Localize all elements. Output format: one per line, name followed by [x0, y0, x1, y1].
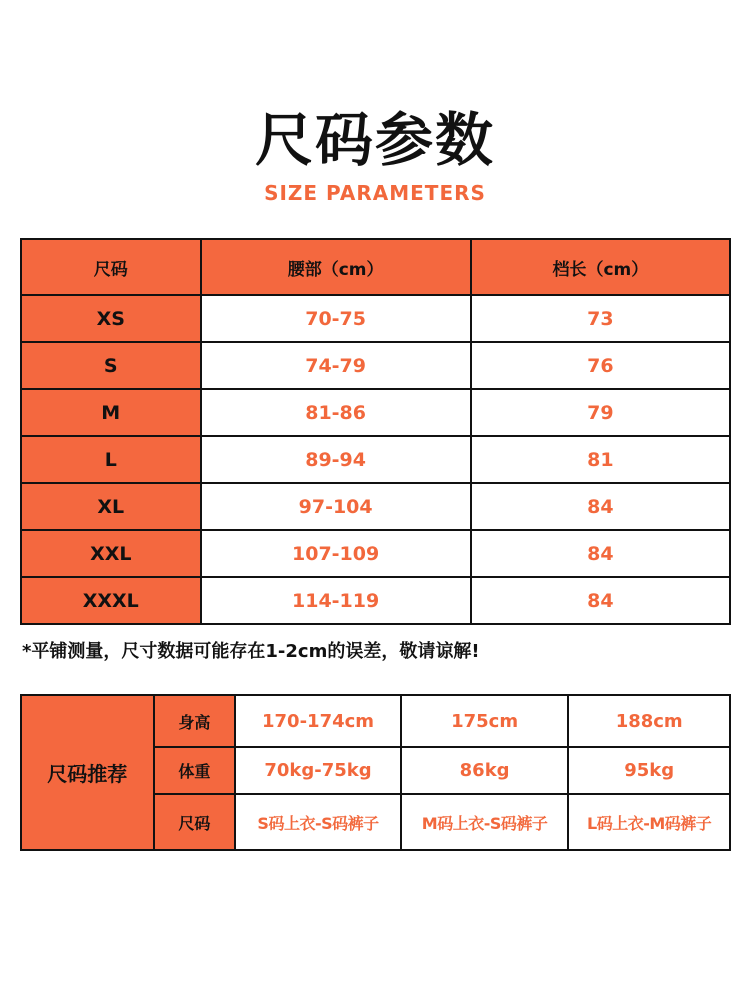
size-recommendation-cell: S码上衣-S码裤子 — [235, 794, 401, 850]
rise-cell: 79 — [471, 389, 730, 436]
waist-cell: 81-86 — [201, 389, 471, 436]
waist-cell: 89-94 — [201, 436, 471, 483]
table-row — [21, 483, 730, 530]
table-row — [21, 436, 730, 483]
page-subtitle: SIZE PARAMETERS — [264, 181, 486, 205]
height-cell: 175cm — [401, 695, 569, 747]
rise-cell: 84 — [471, 577, 730, 624]
size-cell: M — [21, 389, 201, 436]
height-cell: 188cm — [568, 695, 730, 747]
table-row — [21, 530, 730, 577]
height-cell: 170-174cm — [235, 695, 401, 747]
weight-cell: 86kg — [401, 747, 569, 794]
waist-cell: 107-109 — [201, 530, 471, 577]
size-cell: XL — [21, 483, 201, 530]
row-label-height: 身高 — [154, 695, 236, 747]
size-table — [20, 238, 731, 625]
table-row — [21, 695, 730, 747]
waist-cell: 70-75 — [201, 295, 471, 342]
waist-cell: 74-79 — [201, 342, 471, 389]
header-waist: 腰部（cm） — [201, 239, 471, 295]
size-cell: XXL — [21, 530, 201, 577]
size-cell: S — [21, 342, 201, 389]
header-rise: 档长（cm） — [471, 239, 730, 295]
rise-cell: 81 — [471, 436, 730, 483]
measurement-note: *平铺测量，尺寸数据可能存在1-2cm的误差，敬请谅解! — [22, 641, 480, 662]
size-cell: XXXL — [21, 577, 201, 624]
row-label-size: 尺码 — [154, 794, 236, 850]
weight-cell: 95kg — [568, 747, 730, 794]
page-title: 尺码参数 — [254, 106, 495, 174]
rise-cell: 76 — [471, 342, 730, 389]
table-row — [21, 342, 730, 389]
size-recommendation-cell: L码上衣-M码裤子 — [568, 794, 730, 850]
size-table-header-row — [21, 239, 730, 295]
recommendation-title: 尺码推荐 — [21, 695, 154, 850]
table-row — [21, 295, 730, 342]
waist-cell: 114-119 — [201, 577, 471, 624]
rise-cell: 84 — [471, 483, 730, 530]
rise-cell: 84 — [471, 530, 730, 577]
size-recommendation-cell: M码上衣-S码裤子 — [401, 794, 569, 850]
table-row — [21, 577, 730, 624]
size-cell: L — [21, 436, 201, 483]
header-size: 尺码 — [21, 239, 201, 295]
size-cell: XS — [21, 295, 201, 342]
weight-cell: 70kg-75kg — [235, 747, 401, 794]
waist-cell: 97-104 — [201, 483, 471, 530]
recommendation-table — [20, 694, 731, 851]
rise-cell: 73 — [471, 295, 730, 342]
row-label-weight: 体重 — [154, 747, 236, 794]
table-row — [21, 389, 730, 436]
